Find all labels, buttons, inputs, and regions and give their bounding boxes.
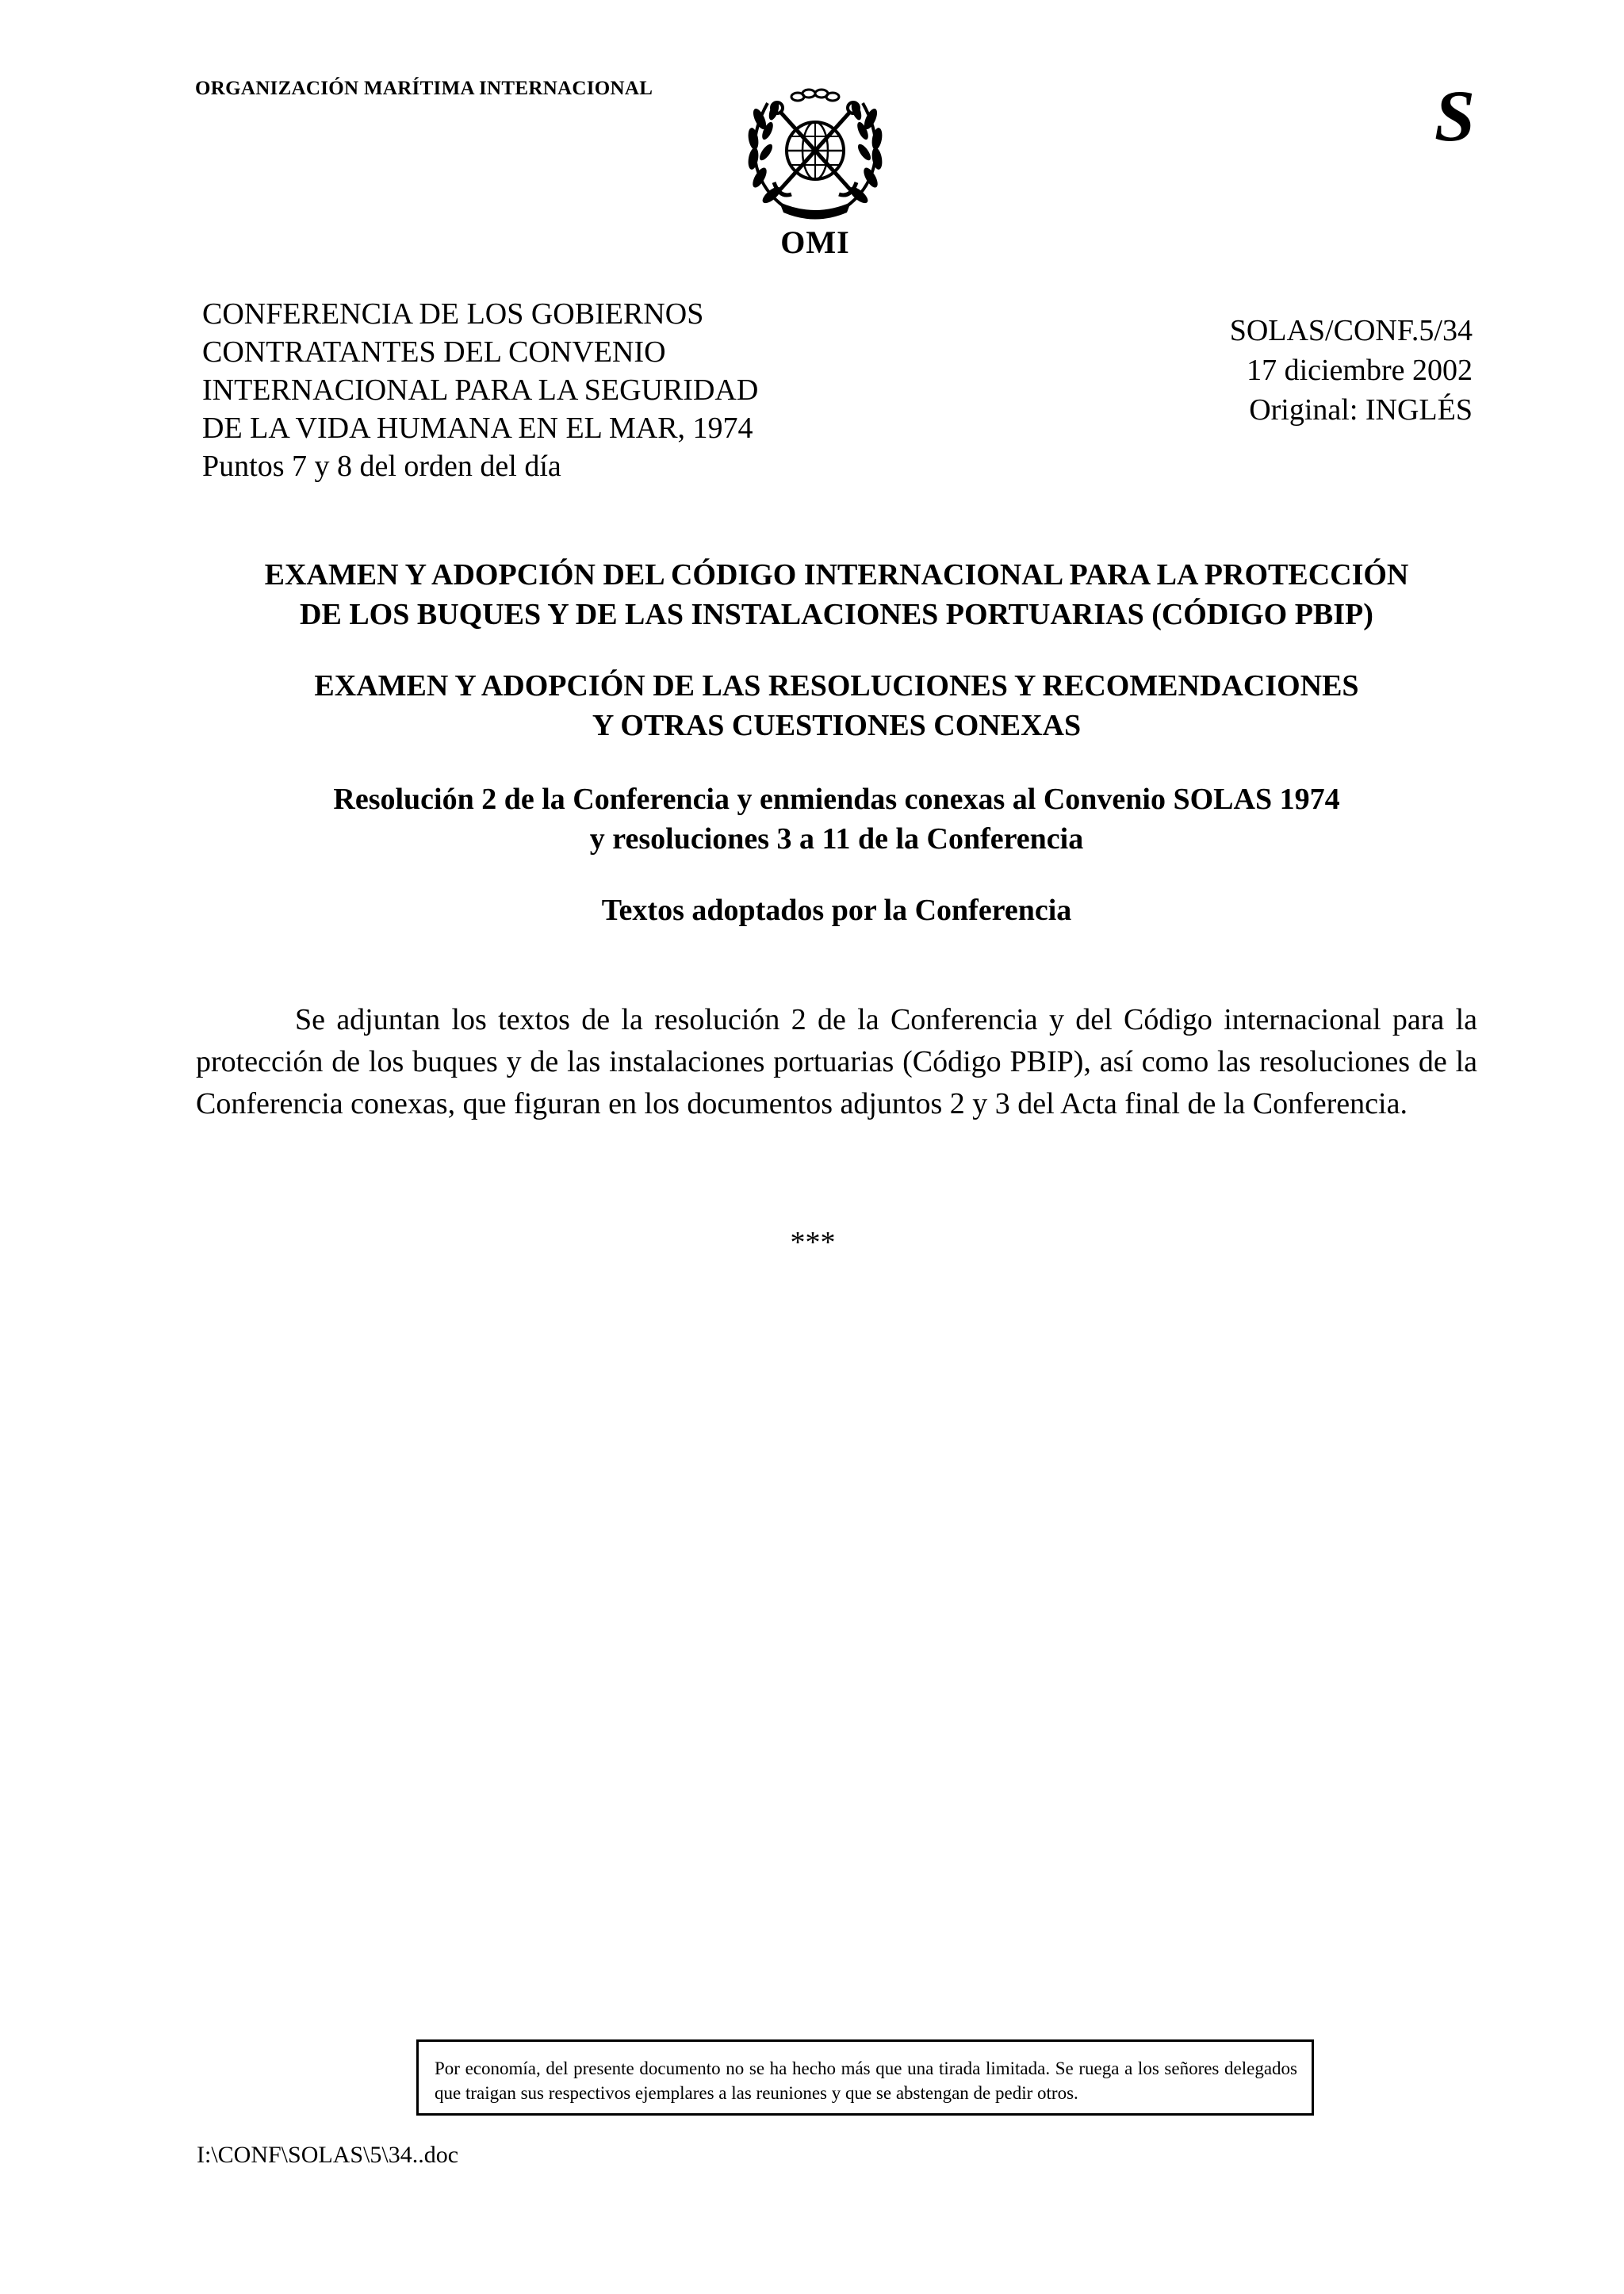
organization-name: ORGANIZACIÓN MARÍTIMA INTERNACIONAL (195, 78, 653, 99)
language-code: S (1434, 75, 1475, 156)
economy-notice-box: Por economía, del presente documento no se ha hecho más que una tirada limitada. Se ruega a los señores delegados que traigan sus respectivos ejemplares a las reuniones y que se abstengan de pedir otros. (416, 2039, 1314, 2116)
resolution-subtitle (119, 779, 1554, 859)
document-symbol: SOLAS/CONF.5/34 (1229, 314, 1473, 347)
texts-heading-line: Textos adoptados por la Conferencia (601, 894, 1072, 927)
document-date: 17 diciembre 2002 (1247, 354, 1473, 387)
original-language: Original: INGLÉS (1249, 393, 1473, 427)
conference-line: CONTRATANTES DEL CONVENIO (202, 335, 666, 369)
conference-line: DE LA VIDA HUMANA EN EL MAR, 1974 (202, 412, 753, 445)
second-title-line: EXAMEN Y ADOPCIÓN DE LAS RESOLUCIONES Y RECOMENDACIONES (314, 669, 1359, 703)
texts-heading (119, 890, 1554, 930)
main-title-line: EXAMEN Y ADOPCIÓN DEL CÓDIGO INTERNACIONAL PARA LA PROTECCIÓN (264, 558, 1409, 592)
reference-block (1094, 311, 1473, 430)
imo-emblem-logo (736, 79, 894, 222)
file-path: I:\CONF\SOLAS\5\34..doc (197, 2142, 459, 2168)
conference-line: CONFERENCIA DE LOS GOBIERNOS (202, 297, 704, 331)
resolution-subtitle-line: Resolución 2 de la Conferencia y enmiendas conexas al Convenio SOLAS 1974 (333, 783, 1340, 816)
conference-line: INTERNACIONAL PARA LA SEGURIDAD (202, 373, 759, 407)
agenda-items: Puntos 7 y 8 del orden del día (202, 450, 561, 483)
second-title (119, 666, 1554, 745)
second-title-line: Y OTRAS CUESTIONES CONEXAS (592, 709, 1082, 742)
conference-block (202, 295, 758, 485)
main-title (119, 555, 1554, 634)
resolution-subtitle-line: y resoluciones 3 a 11 de la Conferencia (589, 822, 1084, 856)
organization-acronym: OMI (780, 224, 850, 260)
section-separator: *** (790, 1226, 836, 1259)
body-paragraph: Se adjuntan los textos de la resolución 2 de la Conferencia y del Código internacional para la protección de los buques y de las instalaciones portuarias (Código PBIP), así como las resoluciones de la Conferencia conexas, que figuran en los documentos adjuntos 2 y 3 del Acta final de la Conferencia. (196, 1003, 1477, 1120)
main-title-line: DE LOS BUQUES Y DE LAS INSTALACIONES PORTUARIAS (CÓDIGO PBIP) (300, 598, 1373, 631)
